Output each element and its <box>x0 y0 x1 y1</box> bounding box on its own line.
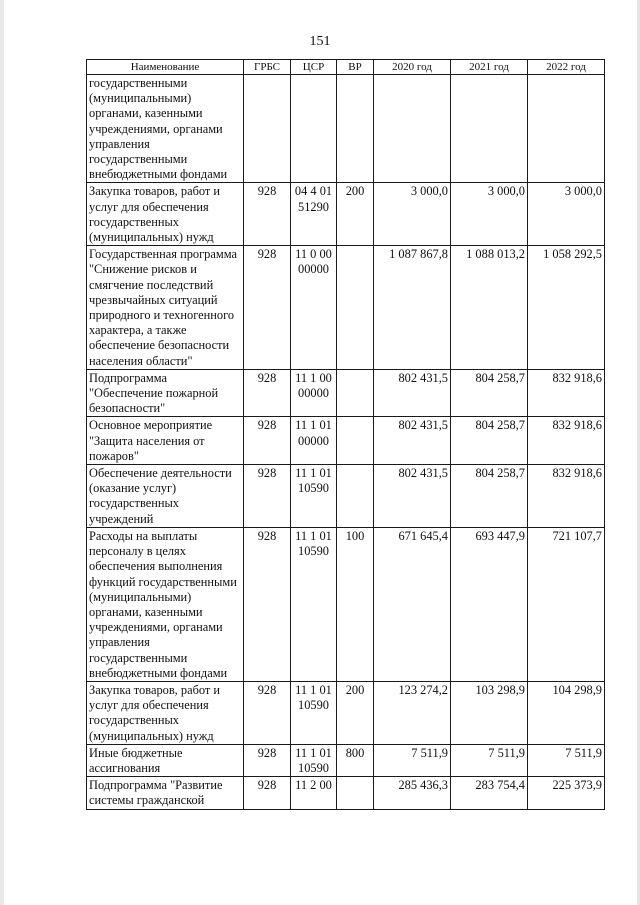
row-vr-cell: 100 <box>337 527 374 681</box>
row-name-cell: Основное мероприятие "Защита населения от пожаров" <box>87 417 244 465</box>
row-grbs-cell: 928 <box>244 246 291 370</box>
row-csr-cell: 11 1 01 10590 <box>291 527 337 681</box>
row-2021-cell: 3 000,0 <box>451 183 528 246</box>
row-name-cell: Подпрограмма "Обеспечение пожарной безопасности" <box>87 369 244 417</box>
table-row <box>87 246 605 370</box>
row-grbs-cell: 928 <box>244 417 291 465</box>
table-row <box>87 777 605 809</box>
column-header-2020: 2020 год <box>374 60 451 75</box>
row-csr-cell: 11 2 00 <box>291 777 337 809</box>
row-2021-cell: 804 258,7 <box>451 417 528 465</box>
row-csr-cell: 11 1 01 00000 <box>291 417 337 465</box>
row-name-cell: Государственная программа "Снижение рисков и смягчение последствий чрезвычайных ситуаций природного и техногенного характера, а также обеспечение безопасности населения области" <box>87 246 244 370</box>
row-csr-cell: 04 4 01 51290 <box>291 183 337 246</box>
row-grbs-cell: 928 <box>244 681 291 744</box>
row-2021-cell <box>451 75 528 183</box>
budget-table <box>86 59 605 810</box>
row-2020-cell: 1 087 867,8 <box>374 246 451 370</box>
table-row <box>87 744 605 776</box>
column-header-2021: 2021 год <box>451 60 528 75</box>
row-2021-cell: 804 258,7 <box>451 465 528 528</box>
column-header-vr: ВР <box>337 60 374 75</box>
row-name-cell: Подпрограмма "Развитие системы гражданской <box>87 777 244 809</box>
row-name-cell: Иные бюджетные ассигнования <box>87 744 244 776</box>
table-row <box>87 417 605 465</box>
table-row <box>87 681 605 744</box>
row-2020-cell: 802 431,5 <box>374 369 451 417</box>
row-vr-cell <box>337 369 374 417</box>
row-2021-cell: 283 754,4 <box>451 777 528 809</box>
table-row <box>87 75 605 183</box>
row-2020-cell: 7 511,9 <box>374 744 451 776</box>
table-header-row <box>87 60 605 75</box>
row-2022-cell: 104 298,9 <box>528 681 605 744</box>
row-2022-cell: 225 373,9 <box>528 777 605 809</box>
row-2022-cell: 832 918,6 <box>528 417 605 465</box>
table-row <box>87 183 605 246</box>
row-vr-cell <box>337 777 374 809</box>
row-2022-cell: 3 000,0 <box>528 183 605 246</box>
row-vr-cell: 800 <box>337 744 374 776</box>
row-2020-cell: 3 000,0 <box>374 183 451 246</box>
row-2020-cell: 802 431,5 <box>374 465 451 528</box>
row-name-cell: Закупка товаров, работ и услуг для обеспечения государственных (муниципальных) нужд <box>87 681 244 744</box>
row-vr-cell: 200 <box>337 681 374 744</box>
row-grbs-cell: 928 <box>244 777 291 809</box>
row-2022-cell <box>528 75 605 183</box>
row-grbs-cell: 928 <box>244 369 291 417</box>
row-grbs-cell: 928 <box>244 465 291 528</box>
row-2022-cell: 832 918,6 <box>528 465 605 528</box>
column-header-2022: 2022 год <box>528 60 605 75</box>
row-grbs-cell: 928 <box>244 527 291 681</box>
row-name-cell: Закупка товаров, работ и услуг для обеспечения государственных (муниципальных) нужд <box>87 183 244 246</box>
column-header-name: Наименование <box>87 60 244 75</box>
row-grbs-cell <box>244 75 291 183</box>
table-row <box>87 369 605 417</box>
row-grbs-cell: 928 <box>244 183 291 246</box>
row-vr-cell <box>337 465 374 528</box>
row-2021-cell: 804 258,7 <box>451 369 528 417</box>
column-header-grbs: ГРБС <box>244 60 291 75</box>
row-csr-cell: 11 1 00 00000 <box>291 369 337 417</box>
row-csr-cell: 11 1 01 10590 <box>291 681 337 744</box>
row-2022-cell: 7 511,9 <box>528 744 605 776</box>
row-2021-cell: 7 511,9 <box>451 744 528 776</box>
row-name-cell: Расходы на выплаты персоналу в целях обеспечения выполнения функций государственными (муниципальными) органами, казенными учреждениями, органами управления государственными внебюджетными фондами <box>87 527 244 681</box>
row-2022-cell: 721 107,7 <box>528 527 605 681</box>
table-row <box>87 465 605 528</box>
row-csr-cell: 11 1 01 10590 <box>291 465 337 528</box>
row-2021-cell: 693 447,9 <box>451 527 528 681</box>
row-vr-cell <box>337 417 374 465</box>
row-vr-cell <box>337 246 374 370</box>
row-name-cell: Обеспечение деятельности (оказание услуг) государственных учреждений <box>87 465 244 528</box>
row-csr-cell <box>291 75 337 183</box>
row-2020-cell <box>374 75 451 183</box>
scan-left-edge <box>0 0 4 905</box>
row-2020-cell: 671 645,4 <box>374 527 451 681</box>
row-2020-cell: 802 431,5 <box>374 417 451 465</box>
table-row <box>87 527 605 681</box>
row-name-cell: государственными (муниципальными) органами, казенными учреждениями, органами управления государственными внебюджетными фондами <box>87 75 244 183</box>
row-vr-cell <box>337 75 374 183</box>
row-2020-cell: 285 436,3 <box>374 777 451 809</box>
page-number: 151 <box>309 34 331 49</box>
column-header-csr: ЦСР <box>291 60 337 75</box>
row-2021-cell: 1 088 013,2 <box>451 246 528 370</box>
row-vr-cell: 200 <box>337 183 374 246</box>
row-csr-cell: 11 1 01 10590 <box>291 744 337 776</box>
row-grbs-cell: 928 <box>244 744 291 776</box>
row-2020-cell: 123 274,2 <box>374 681 451 744</box>
row-2021-cell: 103 298,9 <box>451 681 528 744</box>
row-2022-cell: 832 918,6 <box>528 369 605 417</box>
row-csr-cell: 11 0 00 00000 <box>291 246 337 370</box>
row-2022-cell: 1 058 292,5 <box>528 246 605 370</box>
